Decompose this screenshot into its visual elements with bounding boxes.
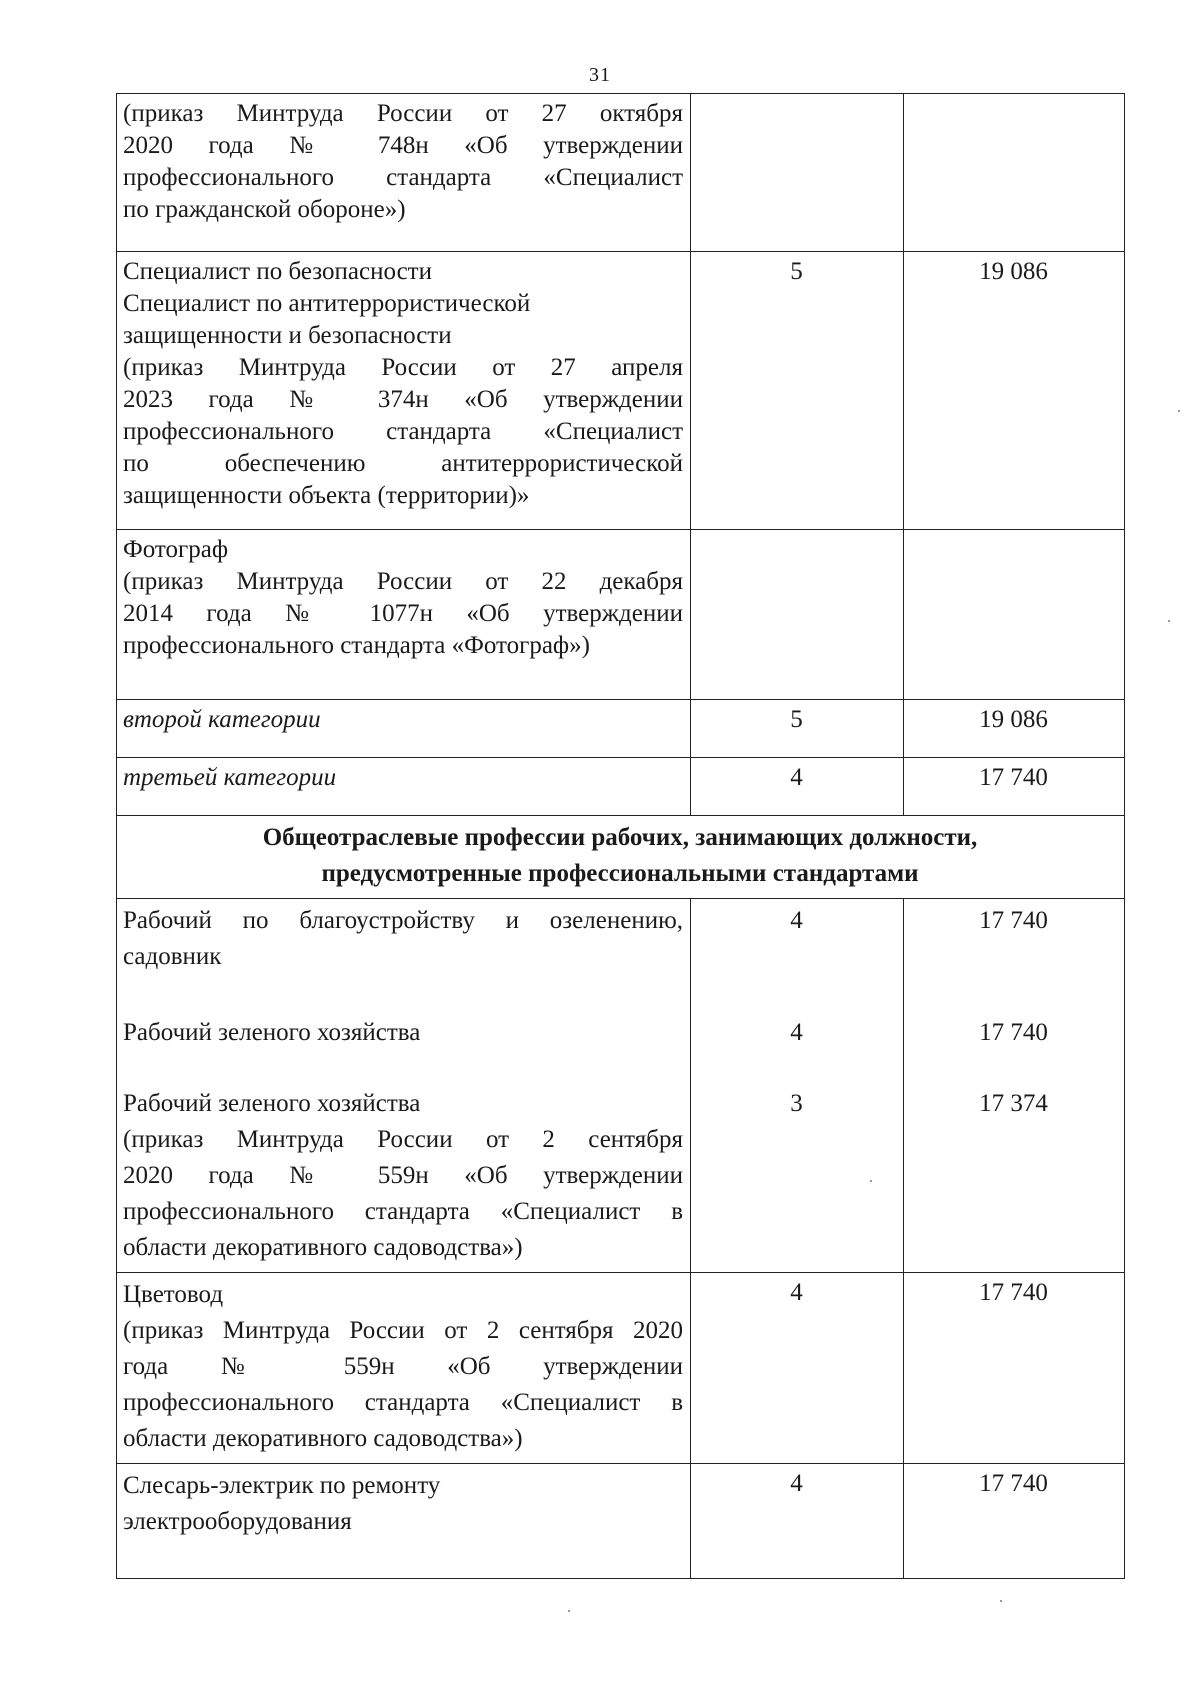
- desc-line: Специалист по безопасности: [123, 258, 432, 285]
- salary-table: [116, 93, 1125, 1579]
- salary-cell: [904, 94, 1125, 252]
- desc-line: по обеспечению антитеррористической: [123, 450, 683, 477]
- desc-line: садовник: [123, 943, 222, 970]
- level-value: 3: [790, 1090, 803, 1117]
- level-value: 4: [790, 1019, 803, 1046]
- desc-line: защищенности объекта (территории)»: [123, 482, 530, 509]
- desc-line: Слесарь-электрик по ремонту: [123, 1472, 441, 1499]
- salary-cell: 17 740: [904, 758, 1125, 816]
- section-header-row: [117, 816, 1125, 899]
- section-title-line: предусмотренные профессиональными стандартами: [321, 860, 919, 887]
- qualification-level-cell: 5: [691, 252, 904, 530]
- profession-cell: [117, 252, 691, 530]
- salary-cell: [904, 530, 1125, 700]
- desc-line: (приказ Минтруда России от 27 апреля: [123, 354, 683, 381]
- desc-line: профессионального стандарта «Специалист: [123, 164, 683, 191]
- salary-cell: 17 740: [904, 1464, 1125, 1579]
- category-cell: третьей категории: [117, 758, 691, 816]
- desc-line: защищенности и безопасности: [123, 322, 452, 349]
- profession-cell: [117, 1464, 691, 1579]
- desc-line: (приказ Минтруда России от 27 октября: [123, 100, 683, 127]
- salary-value: 17 740: [979, 907, 1048, 934]
- desc-line: области декоративного садоводства»): [123, 1425, 523, 1452]
- desc-line: (приказ Минтруда России от 2 сентября: [123, 1126, 683, 1153]
- qualification-level-cell: 4: [691, 758, 904, 816]
- desc-line: 2023 года № 374н «Об утверждении: [123, 386, 683, 413]
- category-cell: второй категории: [117, 700, 691, 758]
- desc-line: по гражданской обороне»): [123, 196, 406, 223]
- profession-cell: [117, 530, 691, 700]
- desc-line: профессионального стандарта «Фотограф»): [123, 632, 590, 659]
- profession-cell: [117, 94, 691, 252]
- table-row: [117, 700, 1125, 758]
- desc-line: 2020 года № 748н «Об утверждении: [123, 132, 683, 159]
- desc-line: Рабочий зеленого хозяйства: [123, 1090, 421, 1117]
- table-row: [117, 1464, 1125, 1579]
- table-row: [117, 899, 1125, 1273]
- salary-value: 17 740: [979, 1019, 1048, 1046]
- desc-line: 2014 года № 1077н «Об утверждении: [123, 600, 683, 627]
- scan-speck: [1178, 410, 1180, 412]
- desc-line: Цветовод: [123, 1281, 224, 1308]
- profession-cell: [117, 899, 691, 1273]
- desc-line: Рабочий по благоустройству и озеленению,: [123, 907, 683, 934]
- scan-speck: [870, 1180, 872, 1182]
- desc-line: профессионального стандарта «Специалист: [123, 418, 683, 445]
- salary-cell: 17 740: [904, 1273, 1125, 1464]
- salary-cell: 19 086: [904, 700, 1125, 758]
- desc-line: (приказ Минтруда России от 22 декабря: [123, 568, 683, 595]
- section-title-line: Общеотраслевые профессии рабочих, занимающих должности,: [262, 824, 978, 851]
- page-number: 31: [589, 64, 611, 86]
- scan-speck: [1000, 1600, 1002, 1602]
- qualification-level-cell: 5: [691, 700, 904, 758]
- section-header: [117, 816, 1125, 899]
- desc-line: (приказ Минтруда России от 2 сентября 2020: [123, 1317, 683, 1344]
- desc-line: года № 559н «Об утверждении: [123, 1353, 683, 1380]
- qualification-level-cell: 4: [691, 1273, 904, 1464]
- desc-line: области декоративного садоводства»): [123, 1234, 523, 1261]
- table-row: [117, 252, 1125, 530]
- salary-cell: 19 086: [904, 252, 1125, 530]
- table-row: [117, 758, 1125, 816]
- desc-line: Фотограф: [123, 536, 229, 563]
- table-row: [117, 1273, 1125, 1464]
- desc-line: профессионального стандарта «Специалист в: [123, 1389, 683, 1416]
- profession-cell: [117, 1273, 691, 1464]
- qualification-level-cell: 4: [691, 1464, 904, 1579]
- desc-line: Специалист по антитеррористической: [123, 290, 531, 317]
- desc-line: 2020 года № 559н «Об утверждении: [123, 1162, 683, 1189]
- scan-speck: [568, 1610, 570, 1612]
- salary-cell: [904, 899, 1125, 1273]
- desc-line: электрооборудования: [123, 1508, 352, 1535]
- qualification-level-cell: [691, 94, 904, 252]
- table-row: [117, 94, 1125, 252]
- qualification-level-cell: [691, 530, 904, 700]
- table-row: [117, 530, 1125, 700]
- level-value: 4: [790, 907, 803, 934]
- desc-line: Рабочий зеленого хозяйства: [123, 1019, 421, 1046]
- scan-speck: [1168, 620, 1170, 622]
- salary-value: 17 374: [979, 1090, 1048, 1117]
- desc-line: профессионального стандарта «Специалист в: [123, 1198, 683, 1225]
- qualification-level-cell: [691, 899, 904, 1273]
